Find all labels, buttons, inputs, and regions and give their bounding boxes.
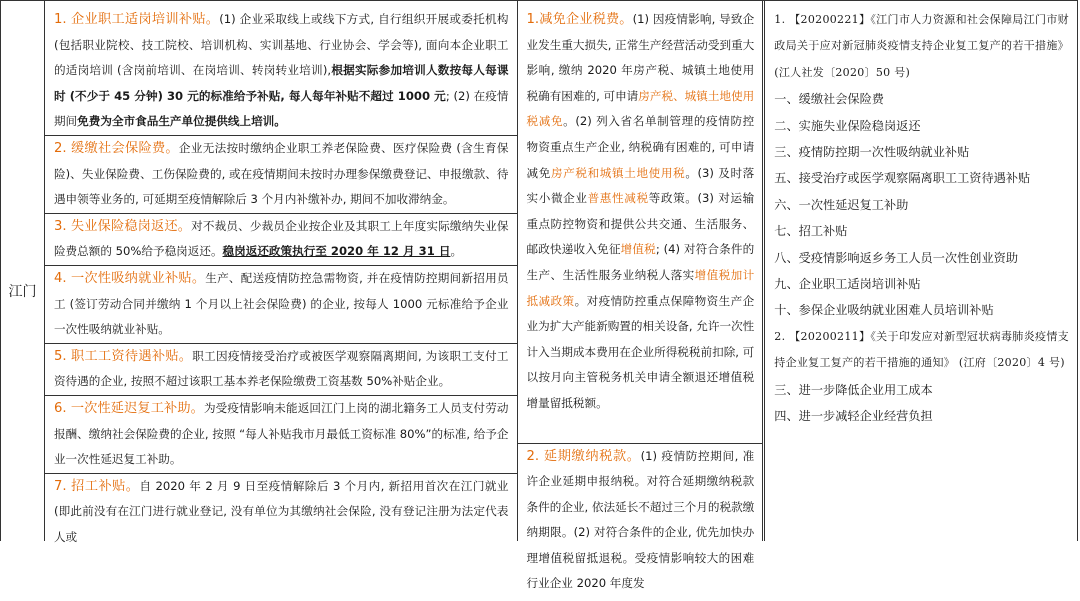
list-item: 八、受疫情影响返乡务工人员一次性创业资助 [774, 250, 1019, 265]
list-item: 一、缓缴社会保险费 [774, 92, 884, 107]
list-item: 七、招工补贴 [774, 224, 848, 239]
heading-tax-reduction: 1.减免企业税费。 [526, 12, 633, 27]
region-column [1, 1, 45, 541]
list-item: 四、进一步减轻企业经营负担 [774, 409, 933, 424]
section-wage-subsidy: 5. 职工工资待遇补贴。职工因疫情接受治疗或被医学观察隔离期间, 为该职工支付工资待遇的企业, 按照不超过该职工基本养老保险缴费工资基数 50%补贴企业。 [45, 343, 517, 395]
employment-support-column [45, 1, 518, 544]
heading-wage-subsidy: 5. 职工工资待遇补贴。 [53, 348, 193, 364]
region-label: 江门 [8, 284, 37, 300]
heading-hiring-subsidy: 4. 一次性吸纳就业补贴。 [53, 270, 206, 286]
list-item: 二、实施失业保险稳岗返还 [774, 118, 921, 133]
section-recruitment-subsidy: 7. 招工补贴。自 2020 年 2 月 9 日至疫情解除后 3 个月内, 新招用首次在江门就业 (即此前没有在江门进行就业登记, 没有单位为其缴纳社会保险, 没有登记注册为法定代表人或 [45, 473, 517, 551]
policy-reference-column [765, 1, 1078, 541]
list-item: 三、疫情防控期一次性吸纳就业补贴 [774, 145, 970, 160]
list-item: 六、一次性延迟复工补助 [774, 197, 909, 212]
policy-1-items [774, 86, 1069, 324]
heading-delay-return-subsidy: 6. 一次性延迟复工补助。 [53, 400, 204, 416]
section-tax-reduction: 1.减免企业税费。(1) 因疫情影响, 导致企业发生重大损失, 正常生产经营活动受到重大影响, 缴纳 2020 年房产税、城镇土地使用税确有困难的, 可申请房产税、城镇土地使用税减免。(2) 列入省名单制管理的疫情防控物资重点生产企业, 纳税确有困难的, 可申请减免房产税和城镇土地使用税。(3) 及时落实小微企业普惠性减税等政策。(3) 对运输重点防控物资和提供公共交通、生活服务、邮政快递收入免征增值税; (4) 对符合条件的生产、生活性服务业纳税人落实增值税加计抵减政策。对疫情防控重点保障物资生产企业为扩大产能新购置的相关设备, 允许一次性计入当期成本费用在企业所得税税前扣除, 可以按月向主管税务机关申请全额退还增值税增量留抵税额。 [526, 12, 755, 410]
list-item: 九、企业职工适岗培训补贴 [774, 277, 921, 292]
heading-defer-social-insurance: 2. 缓缴社会保险费。 [53, 140, 179, 156]
section-training-subsidy: 1. 企业职工适岗培训补贴。(1) 企业采取线上或线下方式, 自行组织开展或委托机构 (包括职业院校、技工院校、培训机构、实训基地、行业协会、学会等), 面向本企业职工的适岗培训 (含岗前培训、在岗培训、转岗转业培训),根据实际参加培训人数按每人每课时 (不少于 45 分钟) 30 元的标准给予补贴, 每人每年补贴不超过 1000 元; (2) 在疫情期间免费为全市食品生产单位提供线上培训。 [53, 12, 509, 129]
list-item: 十、参保企业吸纳就业困难人员培训补贴 [774, 303, 994, 318]
section-hiring-subsidy: 4. 一次性吸纳就业补贴。生产、配送疫情防控急需物资, 并在疫情防控期间新招用员工 (签订劳动合同并缴纳 1 个月以上社会保险费) 的企业, 按每人 1000 元标准给予企业一次性吸纳就业补贴。 [45, 265, 517, 343]
tax-relief-column [518, 1, 766, 591]
section-tax-deferral: 2. 延期缴纳税款。(1) 疫情防控期间, 准许企业延期申报纳税。对符合延期缴纳税款条件的企业, 依法延长不超过三个月的税款缴纳期限。(2) 对符合条件的企业, 优先加快办理增值税留抵退税。受疫情影响较大的困难行业企业 2020 年度发 [518, 443, 763, 598]
section-delay-return-subsidy: 6. 一次性延迟复工补助。为受疫情影响未能返回江门上岗的湖北籍务工人员支付劳动报酬、缴纳社会保险费的企业, 按照 “每人补贴我市月最低工资标准 80%”的标准, 给予企业一次性延迟复工补助。 [45, 395, 517, 473]
heading-training-subsidy: 1. 企业职工适岗培训补贴。 [53, 12, 220, 27]
heading-unemployment-refund: 3. 失业保险稳岗返还。 [53, 218, 192, 234]
heading-tax-deferral: 2. 延期缴纳税款。 [526, 448, 641, 464]
section-unemployment-refund: 3. 失业保险稳岗返还。对不裁员、少裁员企业按企业及其职工上年度实际缴纳失业保险费总额的 50%给予稳岗返还。稳岗返还政策执行至 2020 年 12 月 31 日。 [45, 213, 517, 265]
policy-reference-2: 2. 【20200211】《关于印发应对新型冠状病毒肺炎疫情支持企业复工复产的若干措施的通知》 (江府〔2020〕4 号) [774, 329, 1069, 370]
list-item: 三、进一步降低企业用工成本 [774, 382, 933, 397]
policy-reference-1: 1. 【20200221】《江门市人力资源和社会保障局江门市财政局关于应对新冠肺炎疫情支持企业复工复产的若干措施》 (江人社发〔2020〕50 号) [774, 13, 1069, 79]
section-defer-social-insurance: 2. 缓缴社会保险费。企业无法按时缴纳企业职工养老保险费、医疗保险费 (含生育保险)、失业保险费、工伤保险费的, 或在疫情期间未按时办理参保缴费登记、申报缴款、待遇申领等业务的, 可延期至疫情解除后 3 个月内补缴补办, 期间不加收滞纳金。 [45, 135, 517, 213]
policy-2-items [774, 377, 1069, 430]
heading-recruitment-subsidy: 7. 招工补贴。 [53, 478, 140, 494]
list-item: 五、接受治疗或医学观察隔离职工工资待遇补贴 [774, 171, 1031, 186]
